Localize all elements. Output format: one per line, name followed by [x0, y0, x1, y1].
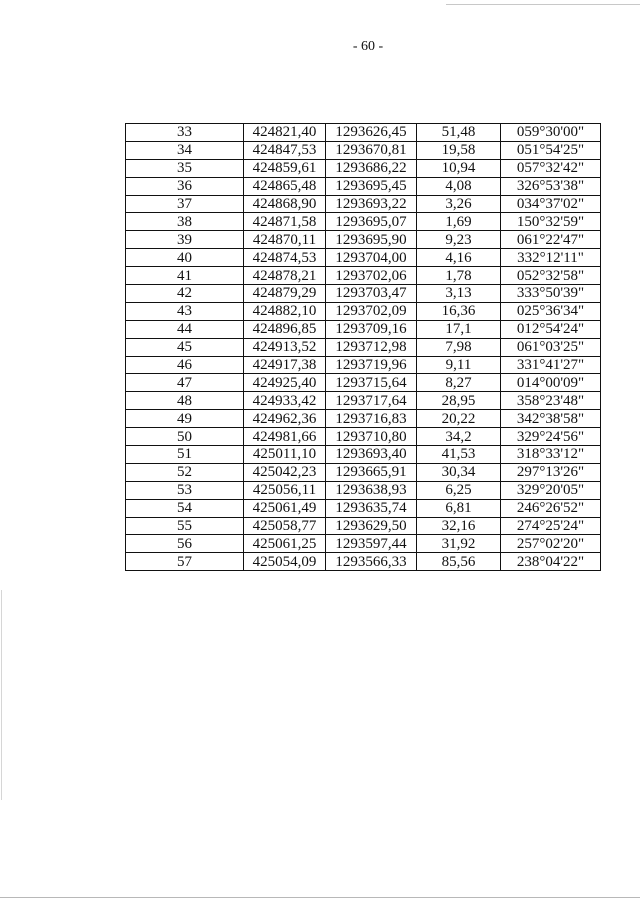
direction-angle-cell: 274°25'24"	[501, 517, 601, 535]
table-row	[126, 535, 601, 553]
point-number-cell: 34	[126, 141, 244, 159]
table-row	[126, 463, 601, 481]
table-row	[126, 249, 601, 267]
x-coordinate-cell: 424871,58	[244, 213, 326, 231]
distance-cell: 85,56	[417, 553, 501, 571]
table-row	[126, 285, 601, 303]
scan-edge-line-bottom	[0, 897, 640, 898]
distance-cell: 3,26	[417, 195, 501, 213]
y-coordinate-cell: 1293638,93	[326, 481, 417, 499]
direction-angle-cell: 150°32'59"	[501, 213, 601, 231]
direction-angle-cell: 034°37'02"	[501, 195, 601, 213]
distance-cell: 1,69	[417, 213, 501, 231]
table-row	[126, 177, 601, 195]
x-coordinate-cell: 424925,40	[244, 374, 326, 392]
y-coordinate-cell: 1293695,90	[326, 231, 417, 249]
table-row	[126, 392, 601, 410]
direction-angle-cell: 051°54'25"	[501, 141, 601, 159]
x-coordinate-cell: 425054,09	[244, 553, 326, 571]
y-coordinate-cell: 1293703,47	[326, 285, 417, 303]
distance-cell: 9,11	[417, 356, 501, 374]
table-row	[126, 267, 601, 285]
table-row	[126, 320, 601, 338]
direction-angle-cell: 332°12'11"	[501, 249, 601, 267]
distance-cell: 1,78	[417, 267, 501, 285]
point-number-cell: 42	[126, 285, 244, 303]
direction-angle-cell: 358°23'48"	[501, 392, 601, 410]
y-coordinate-cell: 1293715,64	[326, 374, 417, 392]
point-number-cell: 40	[126, 249, 244, 267]
distance-cell: 9,23	[417, 231, 501, 249]
distance-cell: 8,27	[417, 374, 501, 392]
x-coordinate-cell: 425061,49	[244, 499, 326, 517]
y-coordinate-cell: 1293626,45	[326, 124, 417, 142]
x-coordinate-cell: 425061,25	[244, 535, 326, 553]
x-coordinate-cell: 424870,11	[244, 231, 326, 249]
point-number-cell: 37	[126, 195, 244, 213]
point-number-cell: 50	[126, 428, 244, 446]
x-coordinate-cell: 425058,77	[244, 517, 326, 535]
direction-angle-cell: 331°41'27"	[501, 356, 601, 374]
table-row	[126, 374, 601, 392]
point-number-cell: 56	[126, 535, 244, 553]
distance-cell: 41,53	[417, 446, 501, 464]
y-coordinate-cell: 1293704,00	[326, 249, 417, 267]
distance-cell: 31,92	[417, 535, 501, 553]
point-number-cell: 38	[126, 213, 244, 231]
x-coordinate-cell: 424847,53	[244, 141, 326, 159]
y-coordinate-cell: 1293693,22	[326, 195, 417, 213]
table-row	[126, 195, 601, 213]
y-coordinate-cell: 1293695,45	[326, 177, 417, 195]
y-coordinate-cell: 1293566,33	[326, 553, 417, 571]
table-row	[126, 213, 601, 231]
direction-angle-cell: 297°13'26"	[501, 463, 601, 481]
distance-cell: 3,13	[417, 285, 501, 303]
table-row	[126, 410, 601, 428]
direction-angle-cell: 333°50'39"	[501, 285, 601, 303]
distance-cell: 7,98	[417, 338, 501, 356]
point-number-cell: 33	[126, 124, 244, 142]
page-number: - 60 -	[352, 39, 384, 54]
table-row	[126, 231, 601, 249]
direction-angle-cell: 014°00'09"	[501, 374, 601, 392]
distance-cell: 6,81	[417, 499, 501, 517]
x-coordinate-cell: 424821,40	[244, 124, 326, 142]
distance-cell: 19,58	[417, 141, 501, 159]
y-coordinate-cell: 1293716,83	[326, 410, 417, 428]
coordinates-table-body	[126, 124, 601, 571]
y-coordinate-cell: 1293709,16	[326, 320, 417, 338]
direction-angle-cell: 318°33'12"	[501, 446, 601, 464]
x-coordinate-cell: 425011,10	[244, 446, 326, 464]
direction-angle-cell: 052°32'58"	[501, 267, 601, 285]
table-row	[126, 553, 601, 571]
x-coordinate-cell: 424868,90	[244, 195, 326, 213]
point-number-cell: 44	[126, 320, 244, 338]
scan-edge-line-left	[1, 590, 2, 800]
direction-angle-cell: 329°20'05"	[501, 481, 601, 499]
y-coordinate-cell: 1293635,74	[326, 499, 417, 517]
distance-cell: 4,16	[417, 249, 501, 267]
distance-cell: 30,34	[417, 463, 501, 481]
table-row	[126, 481, 601, 499]
x-coordinate-cell: 424962,36	[244, 410, 326, 428]
y-coordinate-cell: 1293686,22	[326, 159, 417, 177]
point-number-cell: 35	[126, 159, 244, 177]
y-coordinate-cell: 1293702,06	[326, 267, 417, 285]
x-coordinate-cell: 425056,11	[244, 481, 326, 499]
direction-angle-cell: 012°54'24"	[501, 320, 601, 338]
x-coordinate-cell: 424917,38	[244, 356, 326, 374]
point-number-cell: 47	[126, 374, 244, 392]
point-number-cell: 43	[126, 302, 244, 320]
table-row	[126, 124, 601, 142]
table-row	[126, 159, 601, 177]
y-coordinate-cell: 1293710,80	[326, 428, 417, 446]
table-row	[126, 302, 601, 320]
y-coordinate-cell: 1293702,09	[326, 302, 417, 320]
direction-angle-cell: 342°38'58"	[501, 410, 601, 428]
x-coordinate-cell: 424913,52	[244, 338, 326, 356]
point-number-cell: 39	[126, 231, 244, 249]
point-number-cell: 55	[126, 517, 244, 535]
y-coordinate-cell: 1293717,64	[326, 392, 417, 410]
point-number-cell: 53	[126, 481, 244, 499]
table-row	[126, 356, 601, 374]
y-coordinate-cell: 1293597,44	[326, 535, 417, 553]
distance-cell: 4,08	[417, 177, 501, 195]
distance-cell: 28,95	[417, 392, 501, 410]
point-number-cell: 36	[126, 177, 244, 195]
direction-angle-cell: 061°22'47"	[501, 231, 601, 249]
y-coordinate-cell: 1293712,98	[326, 338, 417, 356]
point-number-cell: 52	[126, 463, 244, 481]
direction-angle-cell: 025°36'34"	[501, 302, 601, 320]
distance-cell: 16,36	[417, 302, 501, 320]
table-row	[126, 428, 601, 446]
distance-cell: 20,22	[417, 410, 501, 428]
point-number-cell: 57	[126, 553, 244, 571]
x-coordinate-cell: 424882,10	[244, 302, 326, 320]
x-coordinate-cell: 424896,85	[244, 320, 326, 338]
direction-angle-cell: 061°03'25"	[501, 338, 601, 356]
table-row	[126, 141, 601, 159]
y-coordinate-cell: 1293670,81	[326, 141, 417, 159]
y-coordinate-cell: 1293695,07	[326, 213, 417, 231]
x-coordinate-cell: 424981,66	[244, 428, 326, 446]
point-number-cell: 46	[126, 356, 244, 374]
direction-angle-cell: 238°04'22"	[501, 553, 601, 571]
point-number-cell: 48	[126, 392, 244, 410]
x-coordinate-cell: 424879,29	[244, 285, 326, 303]
point-number-cell: 45	[126, 338, 244, 356]
distance-cell: 17,1	[417, 320, 501, 338]
direction-angle-cell: 057°32'42"	[501, 159, 601, 177]
direction-angle-cell: 329°24'56"	[501, 428, 601, 446]
y-coordinate-cell: 1293719,96	[326, 356, 417, 374]
table-row	[126, 338, 601, 356]
point-number-cell: 49	[126, 410, 244, 428]
table-row	[126, 517, 601, 535]
distance-cell: 10,94	[417, 159, 501, 177]
x-coordinate-cell: 424859,61	[244, 159, 326, 177]
distance-cell: 51,48	[417, 124, 501, 142]
direction-angle-cell: 246°26'52"	[501, 499, 601, 517]
point-number-cell: 54	[126, 499, 244, 517]
point-number-cell: 41	[126, 267, 244, 285]
direction-angle-cell: 257°02'20"	[501, 535, 601, 553]
coordinates-table	[125, 123, 601, 571]
point-number-cell: 51	[126, 446, 244, 464]
x-coordinate-cell: 424874,53	[244, 249, 326, 267]
direction-angle-cell: 326°53'38"	[501, 177, 601, 195]
distance-cell: 32,16	[417, 517, 501, 535]
table-row	[126, 499, 601, 517]
distance-cell: 34,2	[417, 428, 501, 446]
table-row	[126, 446, 601, 464]
x-coordinate-cell: 424865,48	[244, 177, 326, 195]
y-coordinate-cell: 1293629,50	[326, 517, 417, 535]
y-coordinate-cell: 1293693,40	[326, 446, 417, 464]
y-coordinate-cell: 1293665,91	[326, 463, 417, 481]
distance-cell: 6,25	[417, 481, 501, 499]
direction-angle-cell: 059°30'00"	[501, 124, 601, 142]
x-coordinate-cell: 425042,23	[244, 463, 326, 481]
x-coordinate-cell: 424878,21	[244, 267, 326, 285]
x-coordinate-cell: 424933,42	[244, 392, 326, 410]
scan-edge-line-top	[446, 4, 640, 5]
